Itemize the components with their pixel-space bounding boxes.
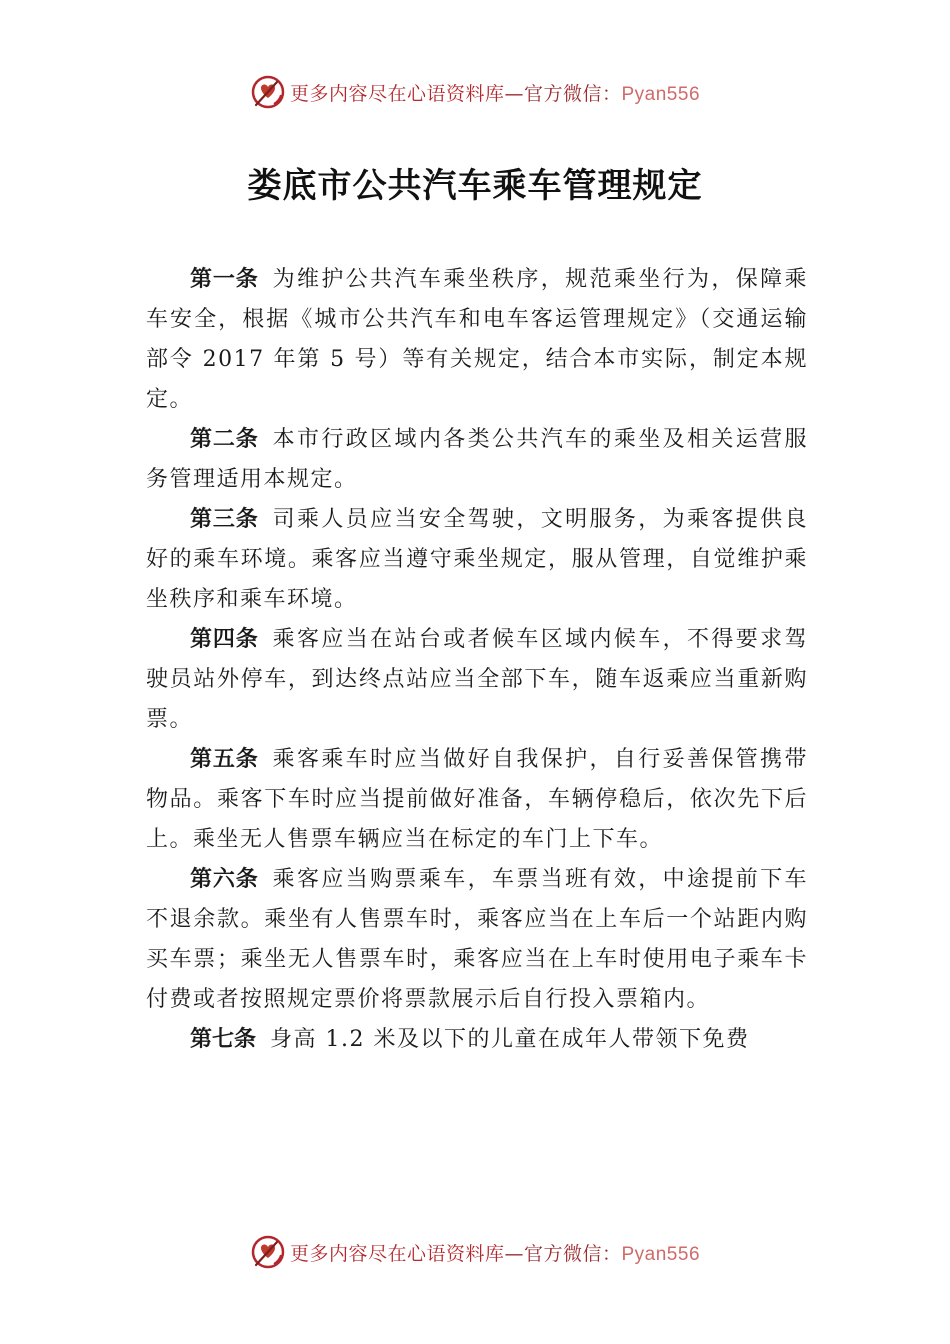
article-number: 第七条: [190, 1027, 257, 1052]
article-text: 本市行政区域内各类公共汽车的乘坐及相关运营服务管理适用本规定。: [146, 427, 808, 492]
article-number: 第一条: [190, 267, 259, 292]
banner-dash: —: [504, 1242, 524, 1265]
header-banner: [0, 72, 950, 112]
article-number: 第二条: [190, 427, 259, 452]
article-text: 身高 1.2 米及以下的儿童在成年人带领下免费: [270, 1027, 750, 1052]
article-5: [146, 740, 808, 860]
document-title: 娄底市公共汽车乘车管理规定: [247, 166, 703, 206]
article-1: [146, 260, 808, 420]
article-number: 第三条: [190, 507, 259, 532]
article-text: 司乘人员应当安全驾驶，文明服务，为乘客提供良好的乘车环境。乘客应当遵守乘坐规定，服从管理，自觉维护乘坐秩序和乘车环境。: [146, 507, 808, 612]
banner-wechat-label: 官方微信：: [523, 1242, 622, 1265]
banner-dash: —: [504, 82, 524, 105]
article-7: [146, 1020, 808, 1060]
banner-wechat-id: Pyan556: [621, 83, 701, 105]
article-text: 为维护公共汽车乘坐秩序，规范乘坐行为，保障乘车安全，根据《城市公共汽车和电车客运管理规定》（交通运输部令 2017 年第 5 号）等有关规定，结合本市实际，制定本规定。: [146, 267, 808, 412]
banner-site-text: 更多内容尽在心语资料库: [289, 1242, 505, 1265]
article-2: [146, 420, 808, 500]
heart-pen-logo-icon: [250, 74, 286, 110]
document-body: [146, 260, 808, 1060]
banner-site-text: 更多内容尽在心语资料库: [289, 82, 505, 105]
article-text: 乘客应当在站台或者候车区域内候车，不得要求驾驶员站外停车，到达终点站应当全部下车，随车返乘应当重新购票。: [146, 627, 808, 732]
heart-pen-logo-icon: [250, 1234, 286, 1270]
article-6: [146, 860, 808, 1020]
banner-wechat-id: Pyan556: [621, 1243, 701, 1265]
article-number: 第六条: [190, 867, 259, 892]
article-number: 第五条: [190, 747, 259, 772]
article-text: 乘客应当购票乘车，车票当班有效，中途提前下车不退余款。乘坐有人售票车时，乘客应当在上车后一个站距内购买车票；乘坐无人售票车时，乘客应当在上车时使用电子乘车卡付费或者按照规定票价将票款展示后自行投入票箱内。: [146, 867, 808, 1012]
article-text: 乘客乘车时应当做好自我保护，自行妥善保管携带物品。乘客下车时应当提前做好准备，车辆停稳后，依次先下后上。乘坐无人售票车辆应当在标定的车门上下车。: [146, 747, 808, 852]
article-3: [146, 500, 808, 620]
banner-wechat-label: 官方微信：: [523, 82, 622, 105]
article-4: [146, 620, 808, 740]
article-number: 第四条: [190, 627, 259, 652]
footer-banner: [0, 1232, 950, 1272]
